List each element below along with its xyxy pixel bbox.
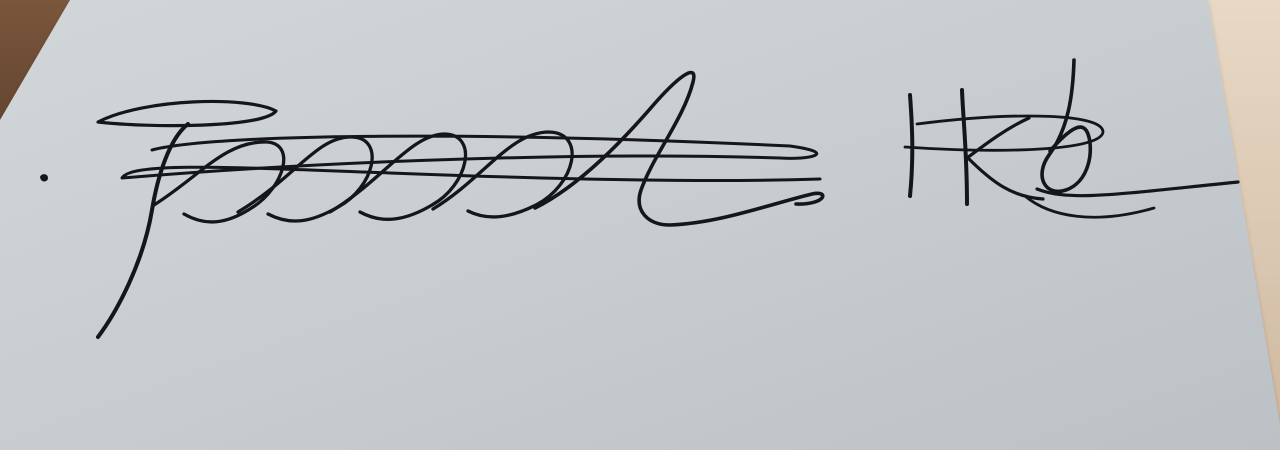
signature-h-first-stem [910,95,912,196]
signature-dot [41,175,47,180]
